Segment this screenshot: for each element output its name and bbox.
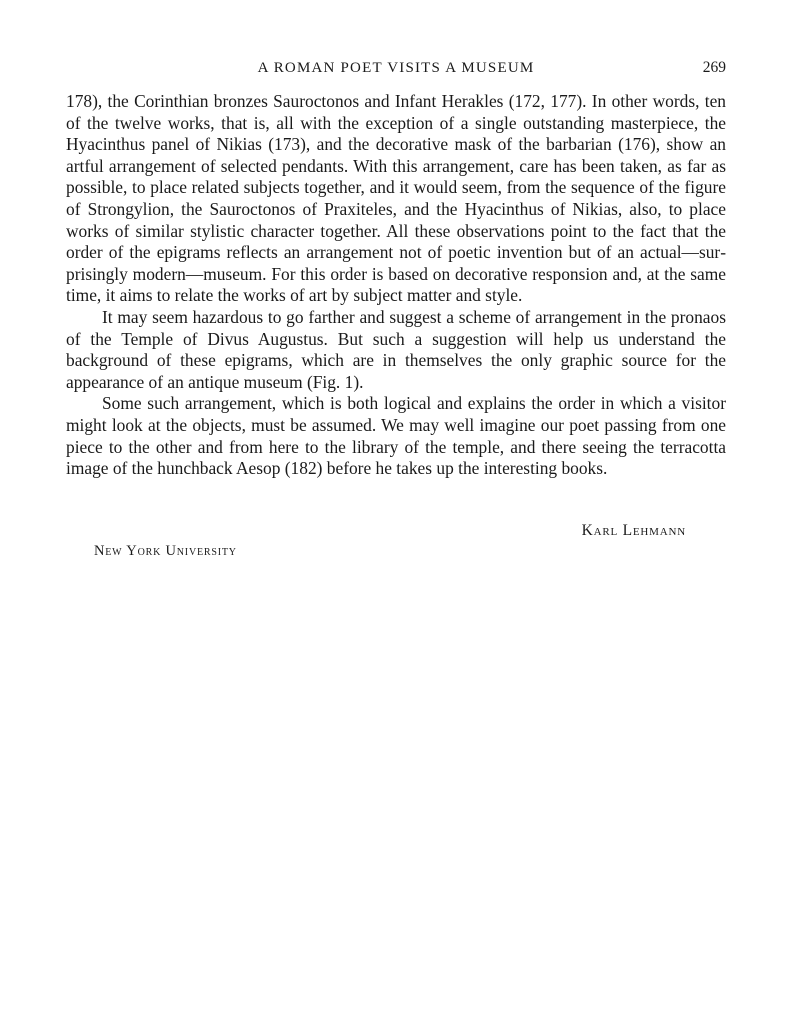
paragraph-continuation: 178), the Corinthian bronzes Sauroctonos and Infant Herakles (172, 177). In other words, ten of the twelve works, that is, all with the exception of a single outstanding masterpiece, the Hyacinthus panel of Nikias (173), and the decorative mask of the barbarian (176), show an artful arrangement of selected pendants. With this arrangement, care has been taken, as far as possible, to place related subjects together, and it would seem, from the sequence of the figure of Strongylion, the Sauroctonos of Praxiteles, and the Hyacinthus of Nikias, also, to place works of similar stylistic character together. All these observations point to the fact that the order of the epigrams reflects an arrangement not of poetic invention but of an actual—surprisingly modern—museum. For this order is based on decorative responsion and, at the same time, it aims to relate the works of art by subject matter and style.	[66, 91, 726, 306]
running-title: A ROMAN POET VISITS A MUSEUM	[257, 60, 535, 76]
paragraph-conclusion: Some such arrangement, which is both logical and explains the order in which a visitor might look at the objects, must be assumed. We may well imagine our poet passing from one piece to the other and from here to the library of the temple, and there seeing the terracotta image of the hunchback Aesop (182) before he takes up the interesting books.	[66, 393, 726, 479]
body-text	[66, 91, 726, 480]
paragraph-hazardous-scheme: It may seem hazardous to go farther and suggest a scheme of arrangement in the pronaos of the Temple of Divus Augustus. But such a suggestion will help us understand the background of these epigrams, which are in themselves the only graphic source for the appearance of an antique museum (Fig. 1).	[66, 306, 726, 392]
page-number: 269	[702, 59, 726, 76]
running-head	[66, 60, 726, 82]
author-signature: Karl Lehmann	[581, 522, 686, 539]
author-affiliation: New York University	[94, 543, 237, 559]
